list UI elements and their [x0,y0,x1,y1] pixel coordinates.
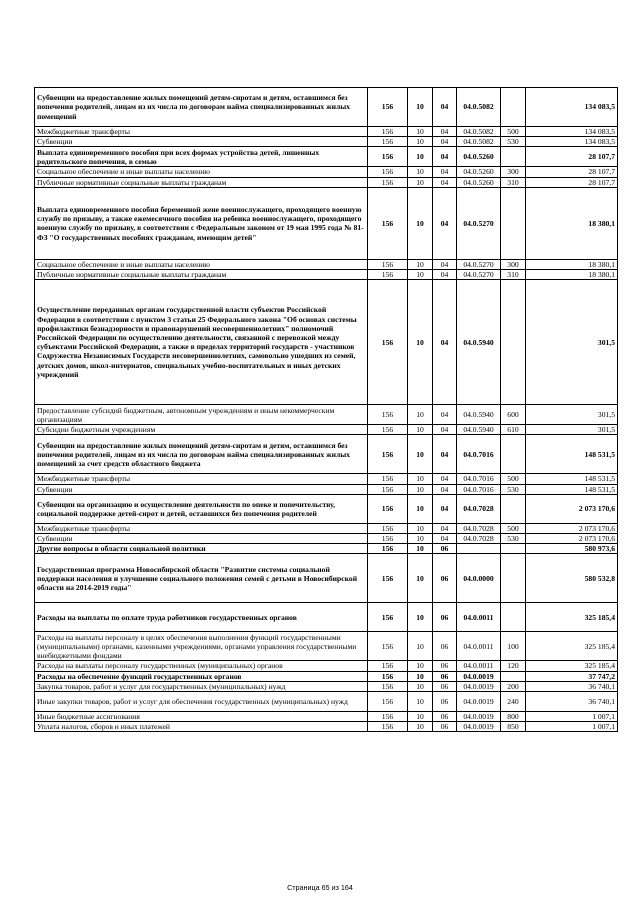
row-expense-type [501,494,526,523]
row-ved-code: 156 [368,167,408,177]
row-name: Расходы на обеспечение функций государственных органов [35,671,368,681]
table-row [35,177,618,187]
row-subsection-code: 04 [433,534,457,544]
row-expense-type: 530 [501,484,526,494]
row-subsection-code: 06 [433,692,457,712]
row-target-article: 04.0.5082 [457,137,501,147]
row-target-article: 04.0.0019 [457,712,501,722]
row-name: Межбюджетные трансферты [35,127,368,137]
table-row [35,435,618,474]
row-target-article: 04.0.0011 [457,603,501,632]
row-name: Социальное обеспечение и иные выплаты населению [35,167,368,177]
row-amount: 325 185,4 [526,632,618,661]
row-section-code: 10 [408,484,433,494]
row-amount: 2 073 170,6 [526,523,618,533]
row-expense-type: 500 [501,474,526,484]
row-ved-code: 156 [368,722,408,732]
row-section-code: 10 [408,177,433,187]
row-section-code: 10 [408,671,433,681]
row-section-code: 10 [408,259,433,269]
page-number: Страница 65 из 164 [287,883,353,892]
row-amount: 28 107,7 [526,177,618,187]
table-row [35,671,618,681]
row-section-code: 10 [408,544,433,554]
row-target-article: 04.0.0011 [457,632,501,661]
row-ved-code: 156 [368,484,408,494]
row-subsection-code: 04 [433,88,457,127]
row-subsection-code: 04 [433,405,457,425]
row-name: Межбюджетные трансферты [35,523,368,533]
row-ved-code: 156 [368,661,408,671]
row-amount: 18 380,1 [526,259,618,269]
row-ved-code: 156 [368,425,408,435]
row-subsection-code: 04 [433,484,457,494]
row-section-code: 10 [408,167,433,177]
row-target-article: 04.0.5260 [457,167,501,177]
row-ved-code: 156 [368,474,408,484]
table-row [35,167,618,177]
table-row [35,712,618,722]
row-target-article: 04.0.5940 [457,405,501,425]
row-target-article: 04.0.5260 [457,147,501,167]
row-ved-code: 156 [368,632,408,661]
row-target-article: 04.0.5270 [457,187,501,259]
table-row [35,127,618,137]
row-expense-type: 610 [501,425,526,435]
row-expense-type: 530 [501,137,526,147]
row-subsection-code: 06 [433,603,457,632]
row-name: Публичные нормативные социальные выплаты гражданам [35,177,368,187]
row-expense-type: 240 [501,692,526,712]
row-expense-type: 300 [501,259,526,269]
row-ved-code: 156 [368,405,408,425]
row-amount: 580 973,6 [526,544,618,554]
row-amount: 18 380,1 [526,270,618,280]
row-subsection-code: 04 [433,280,457,405]
row-ved-code: 156 [368,127,408,137]
row-expense-type: 530 [501,534,526,544]
row-subsection-code: 04 [433,167,457,177]
row-target-article: 04.0.0019 [457,692,501,712]
row-section-code: 10 [408,681,433,691]
row-section-code: 10 [408,88,433,127]
row-section-code: 10 [408,722,433,732]
row-name: Социальное обеспечение и иные выплаты населению [35,259,368,269]
row-subsection-code: 06 [433,544,457,554]
row-target-article: 04.0.5260 [457,177,501,187]
row-expense-type: 310 [501,270,526,280]
row-subsection-code: 04 [433,523,457,533]
row-target-article: 04.0.7028 [457,534,501,544]
row-expense-type [501,88,526,127]
row-ved-code: 156 [368,554,408,603]
table-row [35,147,618,167]
row-amount: 134 083,5 [526,127,618,137]
row-name: Уплата налогов, сборов и иных платежей [35,722,368,732]
row-ved-code: 156 [368,259,408,269]
row-expense-type [501,544,526,554]
row-subsection-code: 04 [433,474,457,484]
row-target-article: 04.0.5940 [457,280,501,405]
budget-table [34,87,618,732]
row-section-code: 10 [408,187,433,259]
row-subsection-code: 04 [433,137,457,147]
row-subsection-code: 04 [433,127,457,137]
row-subsection-code: 04 [433,435,457,474]
row-section-code: 10 [408,435,433,474]
row-ved-code: 156 [368,88,408,127]
row-ved-code: 156 [368,681,408,691]
table-row [35,88,618,127]
row-name: Предоставление субсидий бюджетным, автономным учреждениям и иным некоммерческим организациям [35,405,368,425]
row-section-code: 10 [408,137,433,147]
table-row [35,661,618,671]
table-row [35,484,618,494]
row-expense-type: 500 [501,523,526,533]
row-target-article: 04.0.7028 [457,494,501,523]
row-expense-type [501,280,526,405]
row-subsection-code: 04 [433,187,457,259]
row-subsection-code: 04 [433,177,457,187]
row-section-code: 10 [408,280,433,405]
row-subsection-code: 06 [433,671,457,681]
row-ved-code: 156 [368,712,408,722]
table-row [35,259,618,269]
row-target-article: 04.0.5082 [457,88,501,127]
row-expense-type [501,187,526,259]
row-amount: 148 531,5 [526,484,618,494]
row-expense-type: 800 [501,712,526,722]
row-amount: 325 185,4 [526,603,618,632]
row-expense-type: 500 [501,127,526,137]
table-row [35,137,618,147]
table-row [35,632,618,661]
row-section-code: 10 [408,523,433,533]
row-ved-code: 156 [368,270,408,280]
row-amount: 301,5 [526,425,618,435]
row-expense-type [501,603,526,632]
row-name: Государственная программа Новосибирской области "Развитие системы социальной поддержки населения и улучшение социального положения семей с детьми в Новосибирской области на 2014-2019 годы" [35,554,368,603]
row-name: Осуществление переданных органам государственной власти субъектов Российской Федерации в соответствии с пунктом 3 статьи 25 Федерального закона "Об основах системы профилактики безнадзорности и правонарушений несовершеннолетних" полномочий Российской Федерации по осуществлению деятельности, связанной с перевозкой между субъектами Российской Федерации, а также в пределах территорий государств - участников Содружества Независимых Государств несовершеннолетних, самовольно ушедших из семей, детских домов, школ-интернатов, специальных учебно-воспитательных и иных детских учреждений [35,280,368,405]
row-ved-code: 156 [368,280,408,405]
row-amount: 301,5 [526,405,618,425]
row-amount: 1 007,1 [526,712,618,722]
table-row [35,722,618,732]
row-ved-code: 156 [368,177,408,187]
table-row [35,280,618,405]
row-name: Выплата единовременного пособия беременной жене военнослужащего, проходящего военную службу по призыву, а также ежемесячного пособия на ребенка военнослужащего, проходящего военную службу по призыву, в соответствии с Федеральным законом от 19 мая 1995 года № 81-ФЗ "О государственных пособиях гражданам, имеющим детей" [35,187,368,259]
table-row [35,405,618,425]
table-row [35,603,618,632]
row-ved-code: 156 [368,494,408,523]
row-amount: 134 083,5 [526,88,618,127]
table-row [35,534,618,544]
row-target-article: 04.0.7028 [457,523,501,533]
row-name: Публичные нормативные социальные выплаты гражданам [35,270,368,280]
row-target-article: 04.0.5082 [457,127,501,137]
row-section-code: 10 [408,632,433,661]
row-expense-type: 120 [501,661,526,671]
table-row [35,554,618,603]
row-section-code: 10 [408,603,433,632]
row-target-article: 04.0.5940 [457,425,501,435]
row-name: Другие вопросы в области социальной политики [35,544,368,554]
row-ved-code: 156 [368,147,408,167]
row-amount: 36 740,1 [526,692,618,712]
row-subsection-code: 04 [433,259,457,269]
row-section-code: 10 [408,554,433,603]
row-target-article: 04.0.0019 [457,671,501,681]
row-section-code: 10 [408,534,433,544]
row-amount: 28 107,7 [526,147,618,167]
row-target-article: 04.0.5270 [457,270,501,280]
row-ved-code: 156 [368,544,408,554]
row-ved-code: 156 [368,137,408,147]
table-row [35,494,618,523]
row-subsection-code: 04 [433,147,457,167]
row-ved-code: 156 [368,435,408,474]
row-amount: 18 380,1 [526,187,618,259]
table-row [35,523,618,533]
row-target-article: 04.0.0000 [457,554,501,603]
row-subsection-code: 04 [433,270,457,280]
row-subsection-code: 06 [433,681,457,691]
row-amount: 580 532,8 [526,554,618,603]
row-section-code: 10 [408,270,433,280]
row-ved-code: 156 [368,603,408,632]
row-ved-code: 156 [368,187,408,259]
budget-document [34,87,617,732]
row-section-code: 10 [408,127,433,137]
row-name: Закупка товаров, работ и услуг для государственных (муниципальных) нужд [35,681,368,691]
row-section-code: 10 [408,494,433,523]
row-name: Субвенции на организацию и осуществление деятельности по опеке и попечительству, социальной поддержке детей-сирот и детей, оставшихся без попечения родителей [35,494,368,523]
row-section-code: 10 [408,712,433,722]
row-amount: 2 073 170,6 [526,534,618,544]
row-name: Субвенции на предоставление жилых помещений детям-сиротам и детям, оставшимся без попечения родителей, лицам из их числа по договорам найма специализированных жилых помещений [35,88,368,127]
row-expense-type: 850 [501,722,526,732]
row-name: Межбюджетные трансферты [35,474,368,484]
row-name: Субвенции [35,484,368,494]
table-row [35,544,618,554]
row-section-code: 10 [408,474,433,484]
row-ved-code: 156 [368,692,408,712]
row-name: Расходы на выплаты по оплате труда работников государственных органов [35,603,368,632]
row-target-article: 04.0.5270 [457,259,501,269]
row-amount: 1 007,1 [526,722,618,732]
row-amount: 28 107,7 [526,167,618,177]
row-amount: 325 185,4 [526,661,618,671]
table-row [35,270,618,280]
row-subsection-code: 06 [433,632,457,661]
row-expense-type: 310 [501,177,526,187]
table-row [35,474,618,484]
row-expense-type: 200 [501,681,526,691]
row-section-code: 10 [408,425,433,435]
row-subsection-code: 06 [433,712,457,722]
row-subsection-code: 04 [433,494,457,523]
row-subsection-code: 06 [433,722,457,732]
row-ved-code: 156 [368,534,408,544]
row-expense-type [501,554,526,603]
table-row [35,187,618,259]
row-name: Субвенции [35,534,368,544]
row-target-article: 04.0.0011 [457,661,501,671]
row-expense-type: 600 [501,405,526,425]
row-section-code: 10 [408,405,433,425]
row-expense-type: 300 [501,167,526,177]
table-row [35,681,618,691]
row-name: Субвенции [35,137,368,147]
row-target-article: 04.0.7016 [457,484,501,494]
row-amount: 2 073 170,6 [526,494,618,523]
row-target-article: 04.0.0019 [457,681,501,691]
row-amount: 36 740,1 [526,681,618,691]
row-expense-type [501,147,526,167]
row-section-code: 10 [408,692,433,712]
row-amount: 148 531,5 [526,435,618,474]
row-name: Расходы на выплаты персоналу в целях обеспечения выполнения функций государственными (муниципальными) органами, казенными учреждениями, органами управления государственными внебюджетными фондами [35,632,368,661]
row-name: Субвенции на предоставление жилых помещений детям-сиротам и детям, оставшимся без попечения родителей, лицам из их числа по договорам найма специализированных жилых помещений за счет средств областного бюджета [35,435,368,474]
row-expense-type [501,435,526,474]
row-subsection-code: 06 [433,661,457,671]
row-amount: 301,5 [526,280,618,405]
row-target-article [457,544,501,554]
table-row [35,425,618,435]
row-expense-type [501,671,526,681]
row-target-article: 04.0.7016 [457,474,501,484]
row-name: Иные закупки товаров, работ и услуг для обеспечения государственных (муниципальных) нужд [35,692,368,712]
row-subsection-code: 06 [433,554,457,603]
row-name: Расходы на выплаты персоналу государственных (муниципальных) органов [35,661,368,671]
row-name: Выплата единовременного пособия при всех формах устройства детей, лишенных родительского попечения, в семью [35,147,368,167]
row-ved-code: 156 [368,671,408,681]
row-expense-type: 100 [501,632,526,661]
row-target-article: 04.0.7016 [457,435,501,474]
row-ved-code: 156 [368,523,408,533]
row-amount: 37 747,2 [526,671,618,681]
row-name: Субсидии бюджетным учреждениям [35,425,368,435]
row-amount: 148 531,5 [526,474,618,484]
row-name: Иные бюджетные ассигнования [35,712,368,722]
row-target-article: 04.0.0019 [457,722,501,732]
row-section-code: 10 [408,661,433,671]
row-amount: 134 083,5 [526,137,618,147]
row-subsection-code: 04 [433,425,457,435]
table-row [35,692,618,712]
row-section-code: 10 [408,147,433,167]
